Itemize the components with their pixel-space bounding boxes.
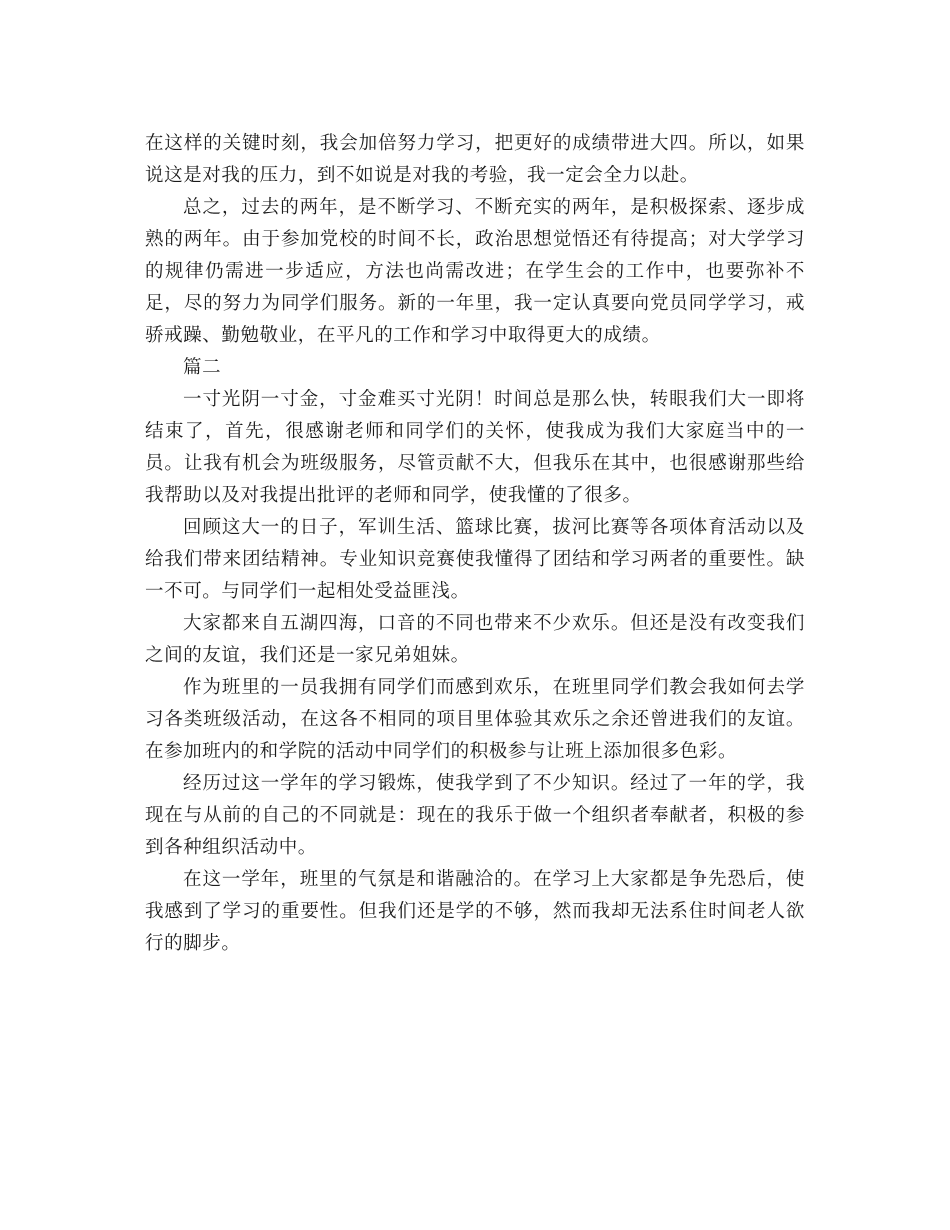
paragraph-continuation: 在这样的关键时刻，我会加倍努力学习，把更好的成绩带进大四。所以，如果说这是对我的压力，到不如说是对我的考验，我一定会全力以赴。 xyxy=(145,133,805,186)
paragraph: 一寸光阴一寸金，寸金难买寸光阴！时间总是那么快，转眼我们大一即将结束了，首先，很感谢老师和同学们的关怀，使我成为我们大家庭当中的一员。让我有机会为班级服务，尽管贡献不大，但我乐在其中，也很感谢那些给我帮助以及对我提出批评的老师和同学，使我懂的了很多。 xyxy=(145,389,805,506)
paragraph: 经历过这一学年的学习锻炼，使我学到了不少知识。经过了一年的学，我现在与从前的自己的不同就是：现在的我乐于做一个组织者奉献者，积极的参到各种组织活动中。 xyxy=(145,773,805,858)
paragraph-summary: 总之，过去的两年，是不断学习、不断充实的两年，是积极探索、逐步成熟的两年。由于参加党校的时间不长，政治思想觉悟还有待提高；对大学学习的规律仍需进一步适应，方法也尚需改进；在学生会的工作中，也要弥补不足，尽的努力为同学们服务。新的一年里，我一定认真要向党员同学学习，戒骄戒躁、勤勉敬业，在平凡的工作和学习中取得更大的成绩。 xyxy=(145,197,805,346)
paragraph: 作为班里的一员我拥有同学们而感到欢乐，在班里同学们教会我如何去学习各类班级活动，在这各不相同的项目里体验其欢乐之余还曾进我们的友谊。在参加班内的和学院的活动中同学们的积极参与让班上添加很多色彩。 xyxy=(145,677,805,762)
paragraph: 大家都来自五湖四海，口音的不同也带来不少欢乐。但还是没有改变我们之间的友谊，我们还是一家兄弟姐妹。 xyxy=(145,613,805,666)
document-body xyxy=(145,128,805,960)
section-heading: 篇二 xyxy=(183,357,222,378)
paragraph: 在这一学年，班里的气氛是和谐融洽的。在学习上大家都是争先恐后，使我感到了学习的重要性。但我们还是学的不够，然而我却无法系住时间老人欲行的脚步。 xyxy=(145,869,805,954)
paragraph: 回顾这大一的日子，军训生活、篮球比赛，拔河比赛等各项体育活动以及给我们带来团结精神。专业知识竞赛使我懂得了团结和学习两者的重要性。缺一不可。与同学们一起相处受益匪浅。 xyxy=(145,517,805,602)
